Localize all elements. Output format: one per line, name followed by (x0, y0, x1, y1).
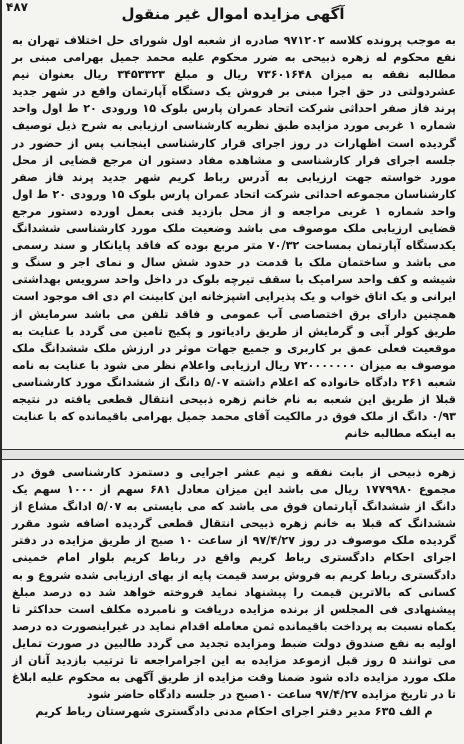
notice-body-part-1: به موجب پرونده کلاسه ۹۷۱۲۰۲ صادره از شعبه اول شورای حل اختلاف تهران به نفع محکوم له زهره ذبیحی به ضرر محکوم علیه محمد جمیل بهرامی مبنی بر مطالبه نفقه به میزان ۷۳۶۰۱۶۴۸ ریال و مبلغ ۳۴۵۳۳۲۳ ریال بعنوان نیم عشردولتی در حق اجرا مبنی بر فروش یک دستگاه آپارتمان واقع در شهر جدید پرند فاز صفر احداثی شرکت اتحاد عمران پارس بلوک ۱۵ ورودی ۲۰ ط اول واحد شماره ۱ غربی مورد مزایده طبق نظریه کارشناسی ارزیابی به شرح ذیل توصیف گردیده است اظهارات در روز اجرای قرار کارشناسی اینجانب پس از حضور در جلسه اجرای قرار کارشناسی و مشاهده مفاد دستور ان مرجع قضایی از محل مورد خواسته جهت ارزیابی به آدرس رباط کریم شهر جدید پرند فاز صفر کارشناسان مجموعه احداثی شرکت اتحاد عمران پارس بلوک ۱۵ ورودی ۲۰ ط اول واحد شماره ۱ غربی مراجعه و از محل بازدید فنی بعمل اورده دستور مرجع قضایی ارزیابی ملک موصوف می باشد وضعیت ملک مورد کارشناسی ششدانگ یکدستگاه آپارتمان بمساحت ۷۰/۳۲ متر مربع بوده که فاقد پایانکار و سند رسمی می باشد و ساختمان ملک با قدمت در حدود شش سال و نمای اجر و سنگ و شیشه و کف واحد سرامیک با سقف تیرچه بلوک در داخل واحد سرویس بهداشتی ایرانی و یک اتاق خواب و یک پذیرایی اشپزخانه این کابینت ام دی اف موجود است همچنین دارای برق اختصاصی آب عمومی و فاقد تلفن می باشد سرمایش از طریق کولر آبی و گرمایش از طریق رادیاتور و پکیج تامین می گردد با عنایت به موقعیت فعلی عمق بر کاربری و جمیع جهات موثر در ارزش ملک ششدانگ ملک موصوف به میزان ۷۲۰۰۰۰۰۰۰ ریال ارزیابی واعلام نظر می شود با عنایت به نامه شعبه ۲۶۱ دادگاه خانواده که اعلام داشته ۵/۰۷ دانگ از ششدانگ مورد کارشناسی قبلا از طریق این شعبه به نام خانم زهره ذبیحی انتقال قطعی یافته در نتیجه ۰/۹۳ دانگ از ملک فوق در مالکیت آقای محمد جمیل بهرامی باقیمانده که با عنایت به اینکه مطالبه خانم (12, 34, 457, 441)
column-divider (2, 449, 464, 460)
notice-section-2 (12, 464, 456, 720)
notice-title: آگهی مزایده اموال غیر منقول (121, 5, 345, 23)
page-number: ۴۸۷ (6, 0, 28, 14)
notice-section-1 (12, 32, 456, 442)
notice-body-part-2: زهره ذبیحی از بابت نفقه و نیم عشر اجرایی و دستمزد کارشناسی فوق در مجموع ۱۷۷۹۹۸۰ ریال می باشد این میزان معادل ۶۸۱ سهم از ۱۰۰۰ سهم یک دانگ از ششدانگ آپارتمان فوق می باشد که می بایستی به ۵/۰۷ ادانگ مشاع از ششدانگ که قبلا به خانم زهره ذبیحی انتقال قطعی گردیده اضافه شود مقرر گردیده ملک موصوف در روز ۹۷/۴/۲۷ از ساعت ۱۰ صبح از طریق مزایده در دفتر اجرای احکام دادگستری رباط کریم واقع در رباط کریم بلوار امام خمینی دادگستری رباط کریم به فروش برسد قیمت پایه از بهای ارزیابی شده شروع و به کسانی که بالاترین قیمت را پیشنهاد نماید فروخته خواهد شد ده درصد مبلغ پیشنهادی فی المجلس از برنده مزایده دریافت و نامبرده مکلف است حداکثر تا یکماه نسبت به پرداخت باقیمانده ثمن معامله اقدام نماید در غیراینصورت ده درصد اولیه به نفع صندوق دولت ضبط ومزایده تجدید می گردد طالبین در صورت تمایل می توانند ۵ روز قبل ازموعد مزایده به این اجرامراجعه تا ترتیب بازدید آنان از ملک مورد مزایده داده شود ضمنا وقت مزایده از طریق آگهی به محکوم علیه ابلاغ تا در تاریخ مزایده ۹۷/۴/۲۷ ساعت ۱۰صبح در جلسه دادگاه حاضر شود (12, 466, 457, 702)
notice-signature: م الف ۶۳۵ مدیر دفتر اجرای احکام مدنی دادگستری شهرستان رباط کریم (35, 705, 433, 719)
